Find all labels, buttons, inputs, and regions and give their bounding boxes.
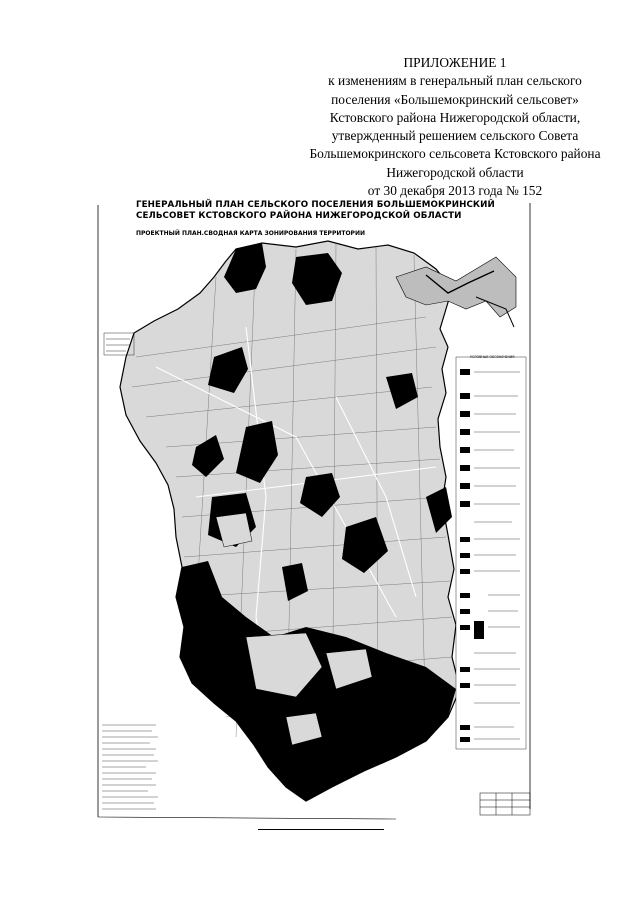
map-subtitle: ПРОЕКТНЫЙ ПЛАН.СВОДНАЯ КАРТА ЗОНИРОВАНИЯ ТЕРРИТОРИИ: [136, 230, 365, 237]
appendix-line: Нижегородской области: [386, 164, 524, 180]
appendix-line: к изменениям в генеральный план сельского: [328, 73, 582, 89]
appendix-date-line: от 30 декабря 2013 года № 152: [367, 183, 543, 199]
settlement-list: [102, 725, 158, 809]
appendix-line: поселения «Большемокринский сельсовет»: [331, 91, 579, 107]
zoning-map-image: [96, 197, 532, 827]
sheet-frame-bottom: [98, 817, 396, 819]
appendix-line: Большемокринского сельсовета Кстовского района: [309, 146, 601, 162]
legend-heading: УСЛОВНЫЕ ОБОЗНАЧЕНИЯ: [470, 355, 515, 359]
appendix-line: утвержденный решением сельского Совета: [331, 128, 579, 144]
appendix-title: ПРИЛОЖЕНИЕ 1: [403, 55, 507, 70]
map-title-line: ГЕНЕРАЛЬНЫЙ ПЛАН СЕЛЬСКОГО ПОСЕЛЕНИЯ БОЛЬШЕМОКРИНСКИЙ: [136, 200, 495, 210]
appendix-header: [300, 54, 610, 200]
footer-rule: [258, 829, 384, 830]
master-plan-map-sheet: [96, 197, 532, 827]
map-legend: [456, 357, 526, 749]
title-block-stamp: [480, 793, 530, 815]
appendix-line: Кстовского района Нижегородской области,: [329, 109, 581, 125]
map-title-line: СЕЛЬСОВЕТ КСТОВСКОГО РАЙОНА НИЖЕГОРОДСКОЙ ОБЛАСТИ: [136, 211, 462, 222]
map-title: [136, 200, 516, 223]
